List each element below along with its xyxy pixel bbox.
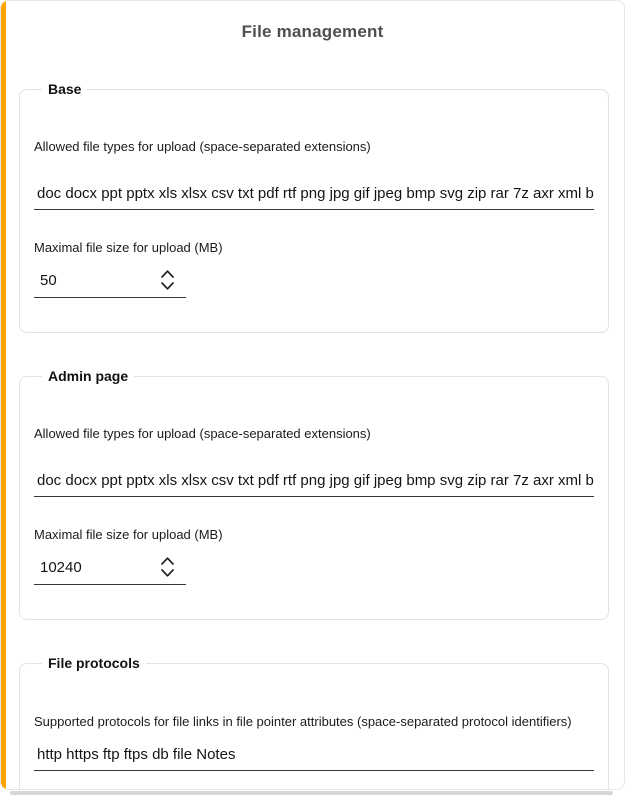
horizontal-scrollbar[interactable]: [10, 791, 613, 795]
base-max-size-label: Maximal file size for upload (MB): [34, 240, 223, 255]
protocols-label: Supported protocols for file links in file pointer attributes (space-separated protocol identifiers): [34, 714, 572, 729]
section-file-protocols-legend: File protocols: [48, 655, 140, 671]
base-max-size-input[interactable]: [40, 272, 130, 289]
chevron-down-icon[interactable]: [161, 569, 174, 577]
admin-max-size-label: Maximal file size for upload (MB): [34, 527, 223, 542]
base-max-size-spinner[interactable]: [161, 270, 174, 290]
section-file-protocols: [19, 655, 609, 790]
chevron-down-icon[interactable]: [161, 282, 174, 290]
protocols-input[interactable]: [34, 746, 594, 771]
base-max-size-field[interactable]: [34, 265, 186, 298]
admin-file-types-label: Allowed file types for upload (space-separated extensions): [34, 426, 371, 441]
admin-max-size-input[interactable]: [40, 559, 130, 576]
section-base: [19, 81, 609, 333]
admin-max-size-spinner[interactable]: [161, 557, 174, 577]
section-admin-page: [19, 368, 609, 620]
page-title: File management: [241, 22, 384, 41]
chevron-up-icon[interactable]: [161, 270, 174, 278]
admin-file-types-input[interactable]: [34, 472, 594, 497]
admin-max-size-field[interactable]: [34, 552, 186, 585]
base-file-types-input[interactable]: [34, 185, 594, 210]
section-admin-page-legend: Admin page: [48, 368, 129, 384]
accent-bar: [1, 1, 6, 790]
section-base-legend: Base: [48, 81, 82, 97]
base-file-types-label: Allowed file types for upload (space-separated extensions): [34, 139, 371, 154]
chevron-up-icon[interactable]: [161, 557, 174, 565]
